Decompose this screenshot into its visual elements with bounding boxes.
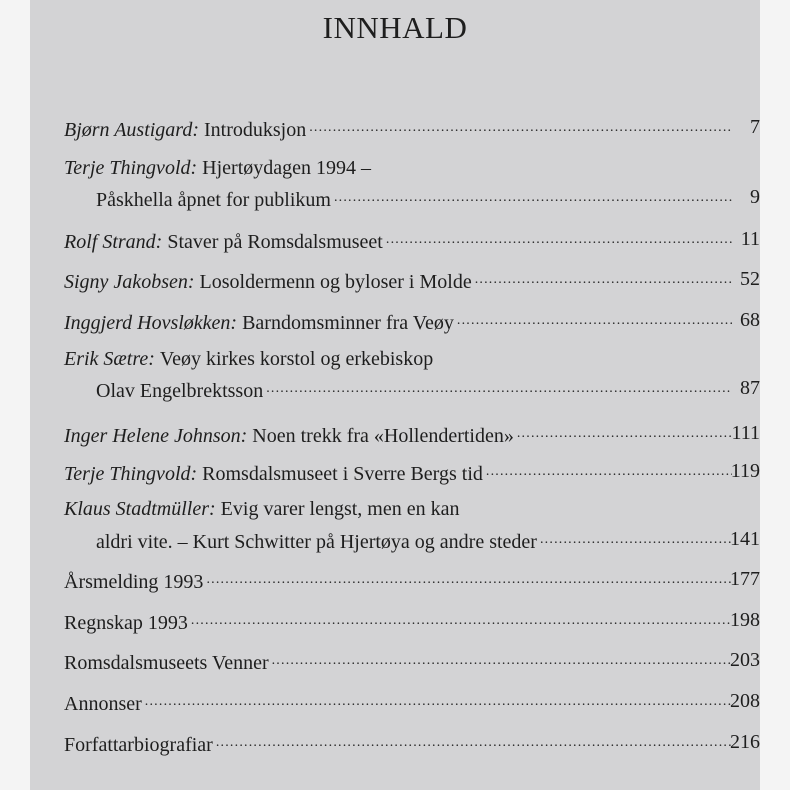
toc-entry	[64, 688, 732, 714]
entry-page: 216	[730, 731, 760, 753]
entry-title: Olav Engelbrektsson	[96, 380, 264, 402]
toc-entry	[64, 114, 732, 140]
dot-leader	[475, 266, 732, 288]
entry-page: 52	[740, 268, 760, 290]
entry-title: Noen trekk fra «Hollendertiden»	[252, 425, 514, 447]
entry-author: Bjørn Austigard:	[64, 119, 200, 141]
entry-title: Hjertøydagen 1994 –	[202, 157, 372, 179]
entry-title: Romsdalsmuseets Venner	[64, 652, 269, 674]
entry-page: 68	[740, 309, 760, 331]
entry-author: Rolf Strand:	[64, 231, 163, 253]
toc-entry	[64, 266, 732, 292]
toc-entry-continuation	[96, 375, 732, 401]
entry-title: Barndomsminner fra Veøy	[242, 312, 454, 334]
dot-leader	[266, 375, 732, 397]
toc-entry	[64, 458, 732, 484]
entry-author: Signy Jakobsen:	[64, 271, 195, 293]
toc-entry-continuation	[96, 184, 732, 210]
toc-entry	[64, 566, 732, 592]
toc-entry	[64, 498, 732, 524]
entry-title: Forfattarbiografiar	[64, 734, 213, 756]
dot-leader	[145, 688, 732, 710]
entry-page: 141	[730, 528, 760, 550]
entry-author: Erik Sætre:	[64, 348, 155, 370]
entry-page: 11	[740, 228, 760, 250]
toc-entry	[64, 307, 732, 333]
dot-leader	[309, 114, 732, 136]
entry-title: Staver på Romsdalsmuseet	[167, 231, 383, 253]
entry-title: Årsmelding 1993	[64, 571, 204, 593]
entry-title: Veøy kirkes korstol og erkebiskop	[159, 348, 434, 370]
entry-title: Romsdalsmuseet i Sverre Bergs tid	[202, 463, 483, 485]
entry-page: 111	[731, 422, 760, 444]
entry-title: Losoldermenn og byloser i Molde	[199, 271, 472, 293]
entry-author: Klaus Stadtmüller:	[64, 498, 216, 520]
entry-page: 87	[740, 377, 760, 399]
entry-page: 198	[730, 609, 760, 631]
toc-entry	[64, 729, 732, 755]
dot-leader	[386, 226, 732, 248]
entry-title: Regnskap 1993	[64, 612, 188, 634]
entry-title: Påskhella åpnet for publikum	[96, 189, 331, 211]
dot-leader	[272, 647, 732, 669]
entry-page: 177	[730, 568, 760, 590]
dot-leader	[486, 458, 732, 480]
toc-entry	[64, 420, 732, 446]
entry-page: 7	[750, 116, 760, 138]
toc-entry	[64, 157, 732, 183]
toc-entry	[64, 226, 732, 252]
book-page	[30, 0, 760, 790]
entry-title: Introduksjon	[204, 119, 307, 141]
dot-leader	[191, 607, 732, 629]
entry-page: 119	[730, 460, 760, 482]
toc-entry	[64, 647, 732, 673]
toc-entry	[64, 348, 732, 374]
dot-leader	[206, 566, 732, 588]
entry-title: aldri vite. – Kurt Schwitter på Hjertøya og andre steder	[96, 531, 537, 553]
entry-title: Evig varer lengst, men en kan	[220, 498, 460, 520]
toc-entry	[64, 607, 732, 633]
entry-page: 203	[730, 649, 760, 671]
dot-leader	[457, 307, 732, 329]
dot-leader	[216, 729, 732, 751]
entry-page: 9	[750, 186, 760, 208]
entry-page: 208	[730, 690, 760, 712]
entry-author: Terje Thingvold:	[64, 157, 198, 179]
page-title: INNHALD	[322, 10, 468, 45]
entry-author: Inger Helene Johnson:	[64, 425, 248, 447]
toc-entry-continuation	[96, 526, 732, 552]
entry-author: Inggjerd Hovsløkken:	[64, 312, 238, 334]
entry-author: Terje Thingvold:	[64, 463, 198, 485]
entry-title: Annonser	[64, 693, 142, 715]
dot-leader	[334, 184, 732, 206]
